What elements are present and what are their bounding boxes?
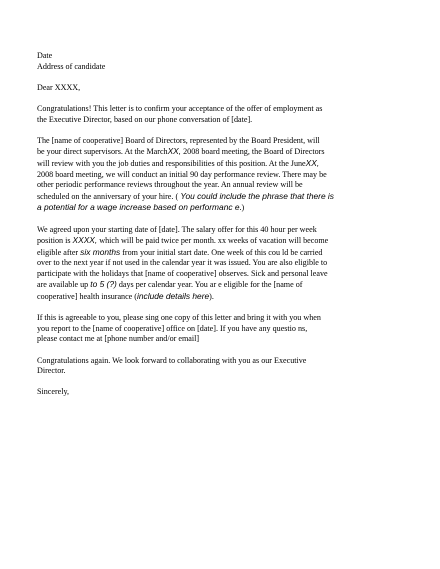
salutation: Dear XXXX, (37, 82, 81, 92)
paragraph-compensation: We agreed upon your starting date of [date]. The salary offer for this 40 hour per week position is XXXX, which will be paid twice per month. xx weeks of vacation will become eligible after six months from your initial start date. One week of this cou ld be carried over to the next year if not used in the calendar year it was issued. You are also eligible to participate with the holidays that [name of cooperative] observes. Sick and personal leave are available up to 5 (?) days per calendar year. You ar e eligible for the [name of cooperative] health insurance (include details here). (37, 224, 329, 302)
sign-off: Sincerely, (37, 387, 70, 397)
date-line: Date (37, 51, 53, 60)
offer-letter (37, 51, 413, 398)
paragraph-closing: Congratulations again. We look forward to collaborating with you as our Executive Director. (37, 355, 307, 376)
paragraph-confirmation: Congratulations! This letter is to confirm your acceptance of the offer of employment as the Executive Director, based on our phone conversation of [date]. (37, 103, 323, 124)
address-line: Address of candidate (37, 61, 106, 71)
paragraph-acceptance: If this is agreeable to you, please sing one copy of this letter and bring it with you when you report to the [name of cooperative] office on [date]. If you have any questio ns, please contact me at [phone number and/or email] (37, 313, 321, 344)
paragraph-supervision: The [name of cooperative] Board of Directors, represented by the Board President, will be your direct supervisors. At the MarchXX, 2008 board meeting, the Board of Directors will review with you the job duties and responsibilities of this position. At the JuneXX, 2008 board meeting, we will conduct an initial 90 day performance review. There may be other periodic performance reviews throughout the year. An annual review will be scheduled on the anniversary of your hire. ( You could include the phrase that there is a potential for a wage increase based on performanc e.) (37, 135, 334, 213)
